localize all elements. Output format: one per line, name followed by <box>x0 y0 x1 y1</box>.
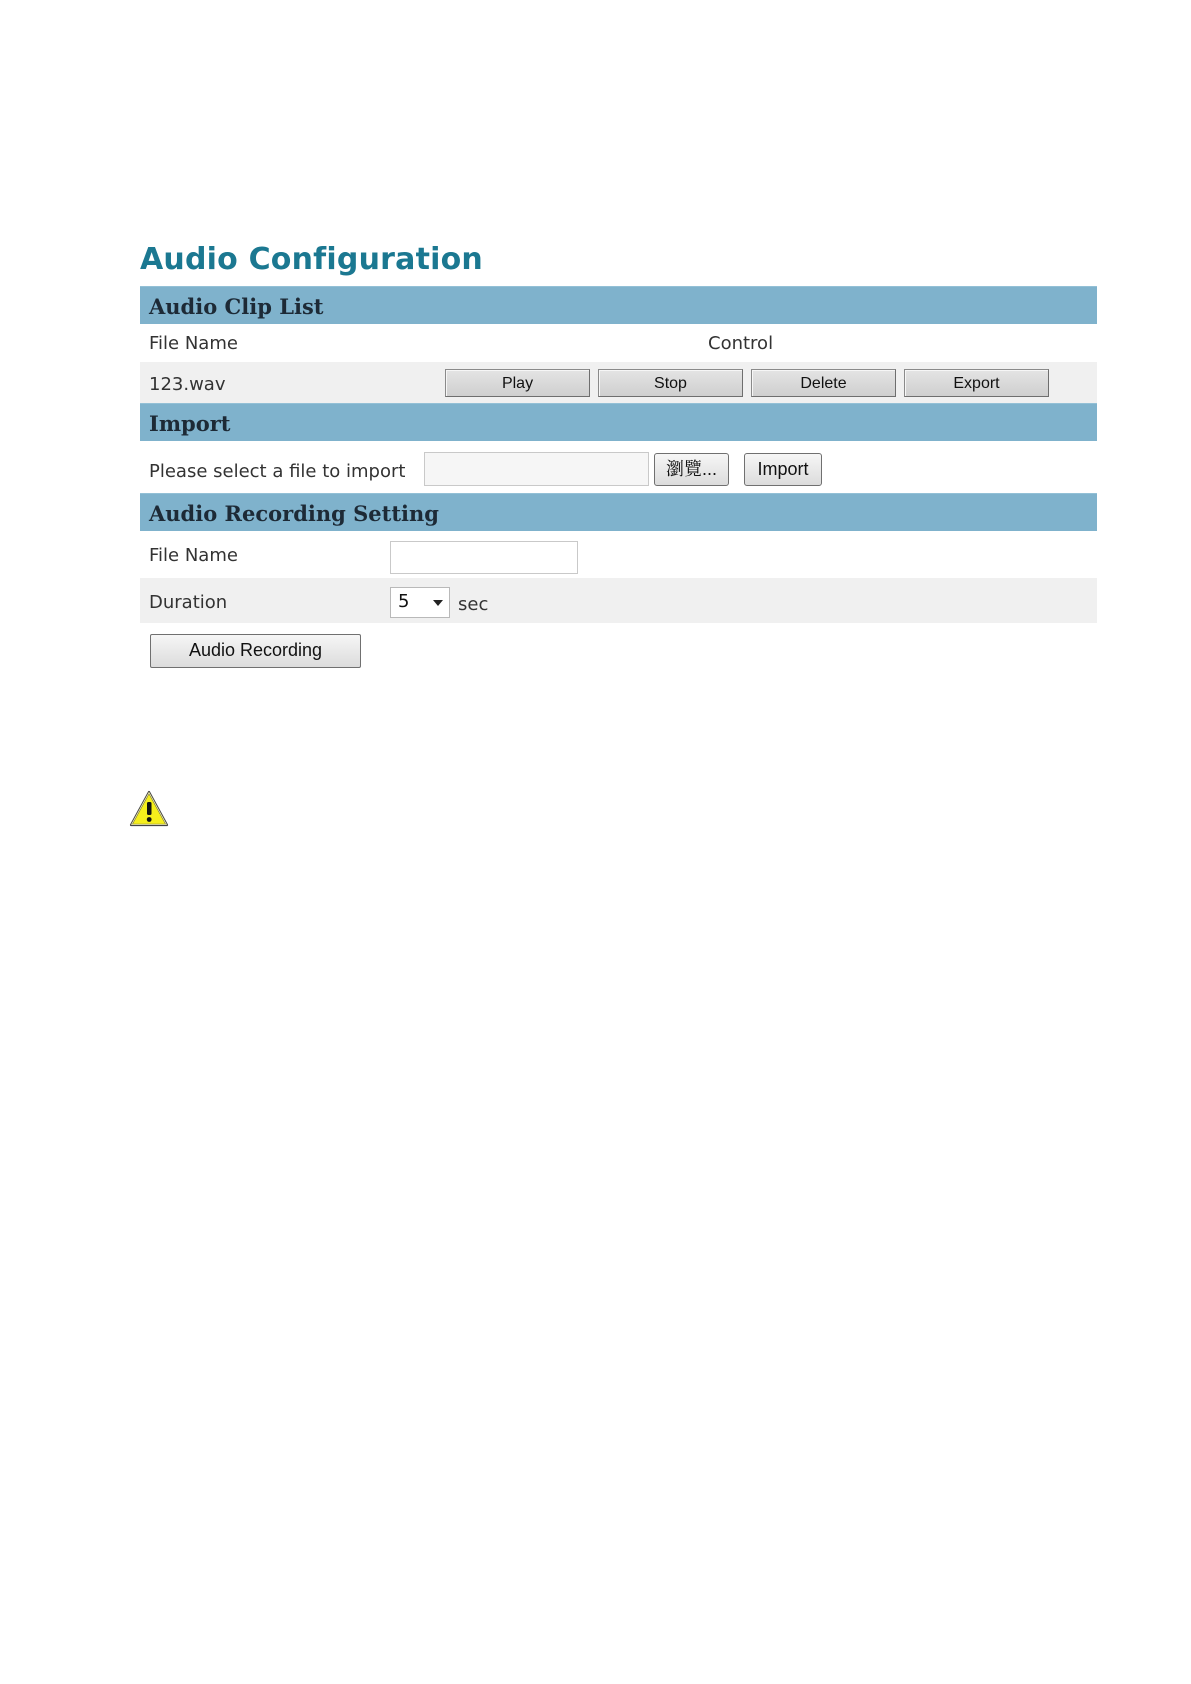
clip-list-header-row <box>140 324 1097 362</box>
clip-file-name: 123.wav <box>149 374 226 395</box>
recording-file-name-label: File Name <box>149 545 238 566</box>
import-row <box>140 441 1097 493</box>
duration-select[interactable] <box>390 587 450 618</box>
duration-label: Duration <box>149 592 228 613</box>
warning-icon <box>129 789 169 829</box>
duration-unit: sec <box>458 594 489 615</box>
recording-file-name-row <box>140 531 1097 578</box>
table-row <box>140 362 1097 403</box>
import-prompt: Please select a file to import <box>149 461 406 482</box>
audio-recording-button[interactable]: Audio Recording <box>150 634 361 668</box>
delete-button[interactable]: Delete <box>751 369 896 397</box>
import-file-input[interactable] <box>424 452 649 486</box>
record-action-row <box>140 623 1097 675</box>
stop-button[interactable]: Stop <box>598 369 743 397</box>
section-header-import: Import <box>140 403 1097 441</box>
chevron-down-icon <box>433 600 443 606</box>
import-button[interactable]: Import <box>744 453 822 486</box>
page-title: Audio Configuration <box>140 242 483 277</box>
section-header-clip-list: Audio Clip List <box>140 286 1097 324</box>
recording-file-name-input[interactable] <box>390 541 578 574</box>
column-header-control: Control <box>708 333 774 354</box>
section-header-recording: Audio Recording Setting <box>140 493 1097 531</box>
export-button[interactable]: Export <box>904 369 1049 397</box>
play-button[interactable]: Play <box>445 369 590 397</box>
browse-button[interactable]: 瀏覽... <box>654 453 729 486</box>
recording-duration-row <box>140 578 1097 623</box>
column-header-file-name: File Name <box>149 333 238 354</box>
duration-select-value: 5 <box>398 591 410 612</box>
audio-config-panel <box>140 240 1097 675</box>
